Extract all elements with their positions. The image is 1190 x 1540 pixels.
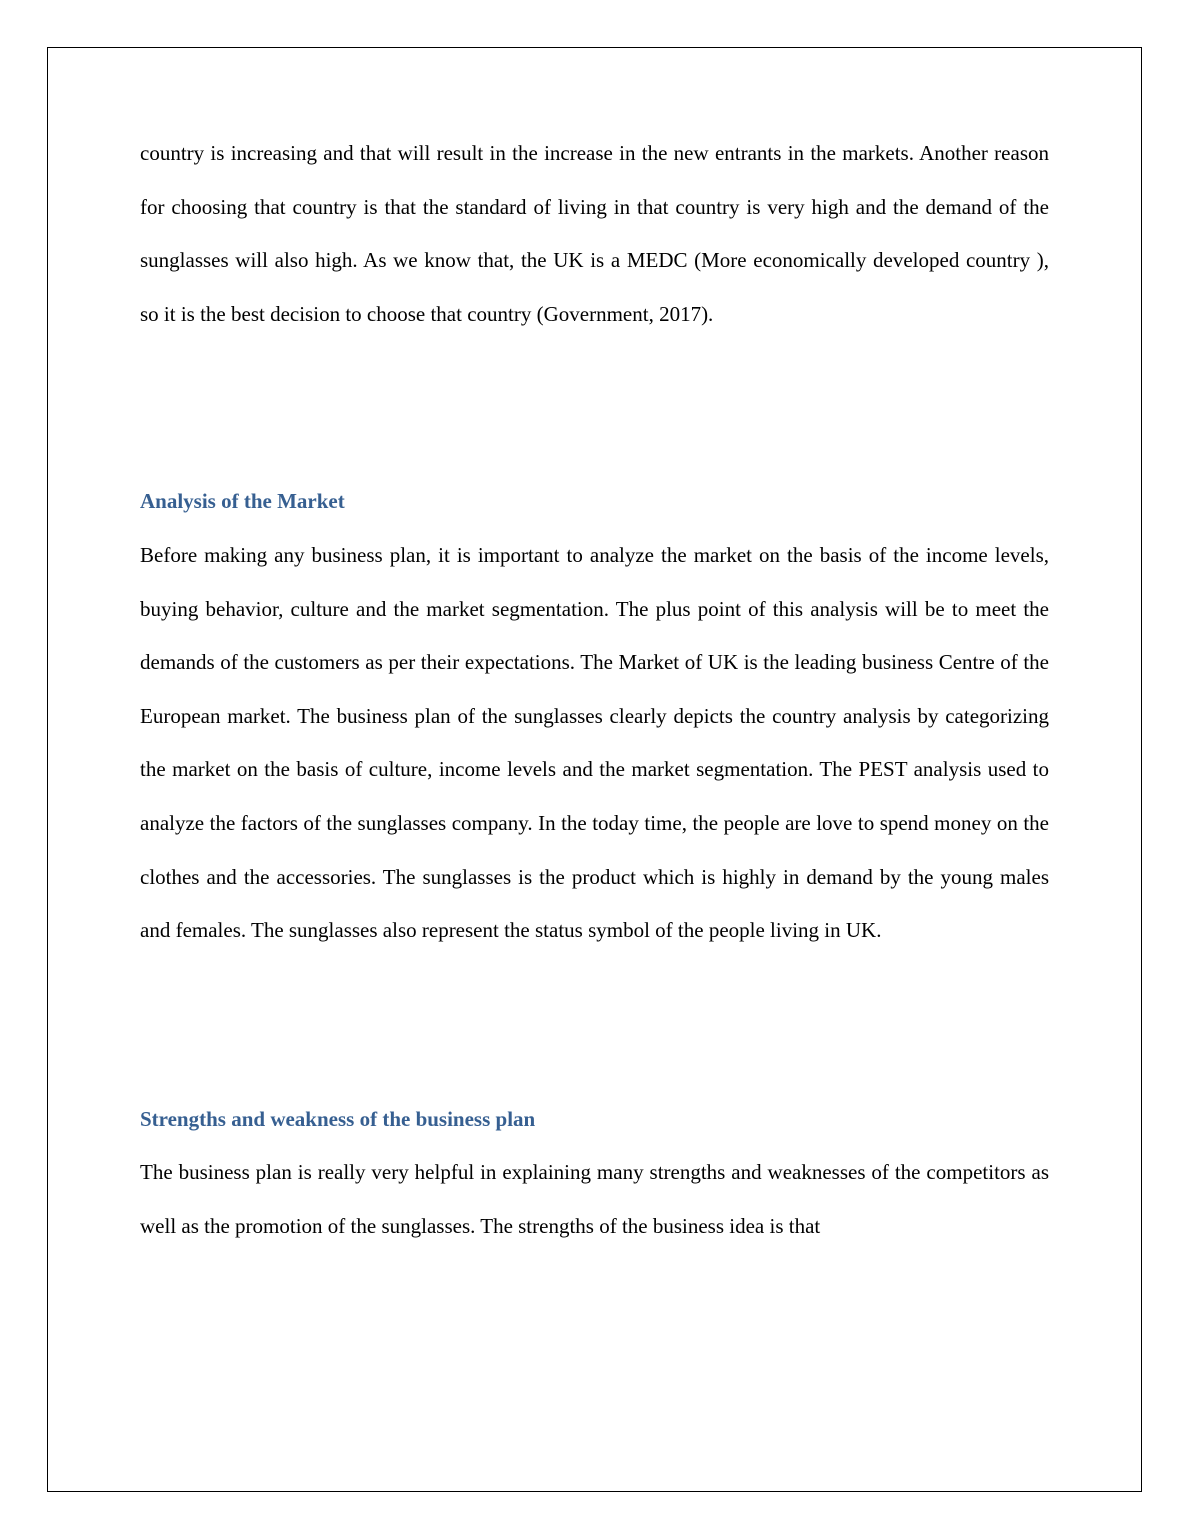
section-heading-strengths-weakness: Strengths and weakness of the business plan [140, 1106, 536, 1131]
strengths-weakness-paragraph: The business plan is really very helpful in explaining many strengths and weaknesses of the competitors as well as the promotion of the sunglasses. The strengths of the business idea is that [140, 1160, 1049, 1238]
section-heading-market-analysis: Analysis of the Market [140, 489, 345, 514]
document-body [140, 127, 1049, 1254]
section-spacer [140, 341, 1049, 475]
intro-paragraph: country is increasing and that will result in the increase in the new entrants in the markets. Another reason for choosing that country is that the standard of living in that country is very high and the demand of the sunglasses will also high. As we know that, the UK is a MEDC (More economically developed country ), so it is the best decision to choose that country (Government, 2017). [140, 141, 1049, 326]
section-spacer [140, 958, 1049, 1093]
market-analysis-paragraph: Before making any business plan, it is important to analyze the market on the basis of the income levels, buying behavior, culture and the market segmentation. The plus point of this analysis will be to meet the demands of the customers as per their expectations. The Market of UK is the leading business Centre of the European market. The business plan of the sunglasses clearly depicts the country analysis by categorizing the market on the basis of culture, income levels and the market segmentation. The PEST analysis used to analyze the factors of the sunglasses company. In the today time, the people are love to spend money on the clothes and the accessories. The sunglasses is the product which is highly in demand by the young males and females. The sunglasses also represent the status symbol of the people living in UK. [140, 542, 1049, 943]
